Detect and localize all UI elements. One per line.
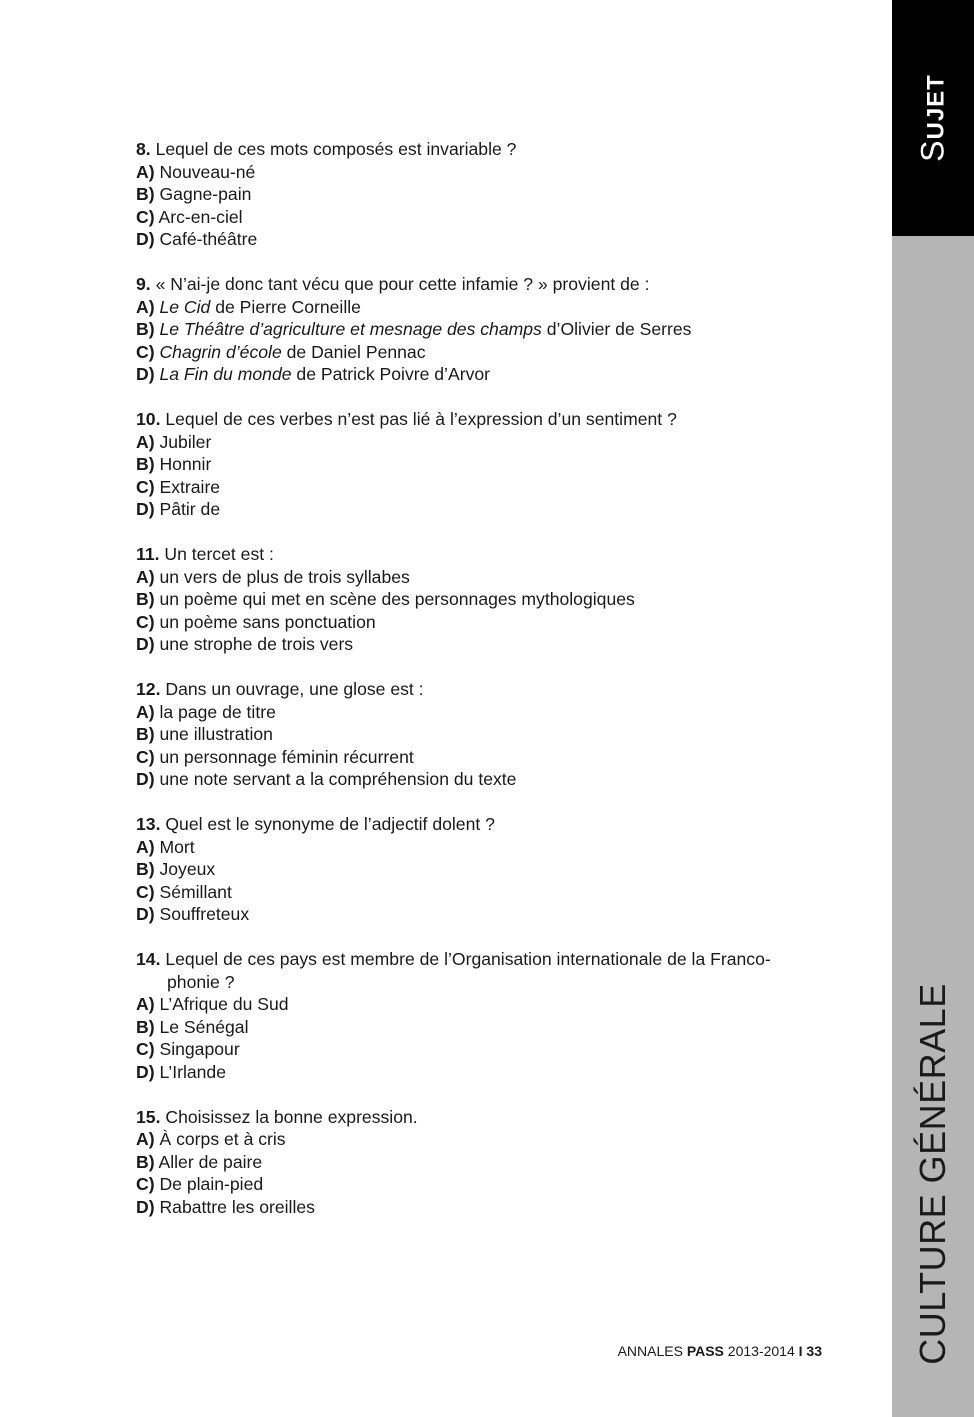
answer-option	[136, 566, 836, 589]
answer-option	[136, 476, 836, 499]
answer-letter: C)	[136, 1174, 155, 1194]
answer-text: une illustration	[159, 724, 273, 744]
answer-text: Extraire	[159, 476, 221, 497]
section-label-sujet-rest: UJET	[922, 74, 950, 140]
answer-text: une note servant a la compréhension du texte	[159, 769, 517, 789]
question-prompt: Quel est le synonyme de l’adjectif dolent ?	[165, 814, 495, 834]
answer-letter: B)	[136, 1151, 155, 1172]
question-block	[136, 273, 836, 386]
answer-text: Singapour	[159, 1039, 240, 1059]
answer-option	[136, 318, 836, 341]
answer-text: un vers de plus de trois syllabes	[159, 566, 410, 587]
question-prompt: Choisissez la bonne expression.	[165, 1106, 418, 1127]
answer-text: la page de titre	[159, 701, 276, 722]
question-prompt: Lequel de ces verbes n’est pas lié à l’expression d’un sentiment ?	[165, 409, 677, 429]
answer-option	[136, 746, 836, 769]
answer-letter: B)	[136, 454, 155, 474]
question-block	[136, 1106, 836, 1219]
answer-text: de Pierre Corneille	[210, 296, 361, 317]
section-label-sujet	[915, 74, 952, 162]
question-prompt: Lequel de ces mots composés est invariable ?	[155, 139, 517, 159]
footer-separator: I	[798, 1343, 803, 1359]
footer-annales: ANNALES	[617, 1343, 683, 1359]
answer-letter: D)	[136, 1196, 155, 1217]
question-text	[136, 273, 836, 296]
answer-text: Rabattre les oreilles	[159, 1196, 315, 1217]
question-number: 11.	[136, 544, 160, 564]
answer-option	[136, 431, 836, 454]
footer-pass: PASS	[686, 1343, 724, 1359]
answer-text: Le Sénégal	[159, 1016, 249, 1037]
page-footer	[618, 1343, 822, 1359]
answer-option	[136, 611, 836, 634]
answer-option	[136, 836, 836, 859]
answer-text: d’Olivier de Serres	[541, 319, 692, 339]
answer-letter: D)	[136, 499, 155, 519]
answer-option	[136, 858, 836, 881]
answer-letter: A)	[136, 701, 155, 722]
answer-text: Joyeux	[159, 859, 216, 879]
answer-text: Jubiler	[159, 431, 212, 452]
answer-text: un personnage féminin récurrent	[159, 746, 414, 767]
footer-years: 2013-2014	[727, 1343, 795, 1359]
question-text	[136, 408, 836, 431]
answer-letter: A)	[136, 296, 155, 317]
answer-text: un poème qui met en scène des personnages mythologiques	[159, 589, 635, 609]
question-text	[136, 543, 836, 566]
question-text	[136, 1106, 836, 1129]
answer-title-italic: Chagrin d’école	[159, 341, 282, 362]
question-prompt: Dans un ouvrage, une glose est :	[165, 679, 424, 699]
answer-option	[136, 1061, 836, 1084]
question-number: 15.	[136, 1106, 161, 1127]
answer-letter: D)	[136, 1061, 155, 1082]
answer-option	[136, 363, 836, 386]
answer-option	[136, 1128, 836, 1151]
answer-option	[136, 183, 836, 206]
answer-title-italic: Le Cid	[159, 296, 211, 317]
answer-text: L’Irlande	[159, 1061, 226, 1082]
answer-letter: A)	[136, 431, 155, 452]
answer-text: une strophe de trois vers	[159, 634, 354, 654]
question-text	[136, 138, 836, 161]
answer-text: un poème sans ponctuation	[159, 611, 376, 632]
answer-option	[136, 993, 836, 1016]
answer-letter: C)	[136, 476, 155, 497]
question-text	[136, 813, 836, 836]
answer-letter: B)	[136, 184, 155, 204]
question-prompt: « N’ai-je donc tant vécu que pour cette infamie ? » provient de :	[155, 274, 650, 294]
question-text-line-1: Lequel de ces pays est membre de l’Organisation internationale de la Franco-	[165, 949, 771, 969]
answer-letter: C)	[136, 1039, 155, 1059]
answer-letter: B)	[136, 859, 155, 879]
answer-letter: D)	[136, 904, 155, 924]
section-label-sujet-initial: S	[914, 139, 951, 162]
answer-text: Aller de paire	[158, 1151, 263, 1172]
question-block	[136, 678, 836, 791]
answer-option	[136, 723, 836, 746]
answer-text: Honnir	[159, 454, 212, 474]
answer-title-italic: Le Théâtre d’agriculture et mesnage des champs	[159, 319, 542, 339]
answer-option	[136, 341, 836, 364]
answer-letter: B)	[136, 1016, 155, 1037]
answer-option	[136, 228, 836, 251]
answer-option	[136, 1151, 836, 1174]
answer-text: Pâtir de	[159, 499, 221, 519]
question-number: 8.	[136, 139, 151, 159]
question-block	[136, 948, 836, 1083]
answer-letter: D)	[136, 634, 155, 654]
question-block	[136, 813, 836, 926]
question-number: 14.	[136, 949, 161, 969]
question-block	[136, 408, 836, 521]
answer-letter: A)	[136, 836, 155, 857]
answer-letter: A)	[136, 566, 155, 587]
answer-letter: C)	[136, 881, 155, 902]
question-number: 12.	[136, 679, 161, 699]
footer-page-number: 33	[806, 1343, 822, 1359]
answer-option	[136, 588, 836, 611]
answer-letter: C)	[136, 611, 155, 632]
answer-letter: D)	[136, 229, 155, 249]
answer-letter: C)	[136, 341, 155, 362]
answer-letter: D)	[136, 769, 155, 789]
answer-letter: B)	[136, 589, 155, 609]
question-block	[136, 543, 836, 656]
answer-text: Souffreteux	[159, 904, 250, 924]
answer-option	[136, 903, 836, 926]
answer-option	[136, 768, 836, 791]
answer-option	[136, 633, 836, 656]
questions-list	[136, 138, 836, 1241]
question-text-line-2: phonie ?	[167, 971, 235, 992]
answer-option	[136, 701, 836, 724]
answer-option	[136, 206, 836, 229]
answer-option	[136, 453, 836, 476]
answer-letter: B)	[136, 724, 155, 744]
question-prompt: Un tercet est :	[164, 544, 274, 564]
question-number: 9.	[136, 274, 151, 294]
answer-text: L’Afrique du Sud	[159, 994, 289, 1014]
answer-option	[136, 161, 836, 184]
answer-text: À corps et à cris	[159, 1129, 286, 1149]
answer-option	[136, 881, 836, 904]
answer-letter: B)	[136, 319, 155, 339]
answer-title-italic: La Fin du monde	[159, 364, 292, 384]
question-text	[136, 948, 836, 971]
answer-option	[136, 296, 836, 319]
answer-option	[136, 1016, 836, 1039]
question-text	[136, 678, 836, 701]
answer-text: de Patrick Poivre d’Arvor	[291, 364, 491, 384]
answer-text: De plain-pied	[159, 1174, 264, 1194]
answer-letter: D)	[136, 364, 155, 384]
question-block	[136, 138, 836, 251]
answer-text: Nouveau-né	[159, 161, 256, 182]
answer-option	[136, 1038, 836, 1061]
answer-option	[136, 1173, 836, 1196]
answer-text: Café-théâtre	[159, 229, 258, 249]
answer-option	[136, 498, 836, 521]
answer-letter: C)	[136, 206, 155, 227]
answer-text: de Daniel Pennac	[281, 341, 426, 362]
answer-text: Sémillant	[159, 881, 232, 902]
answer-letter: A)	[136, 994, 155, 1014]
answer-option	[136, 1196, 836, 1219]
answer-letter: A)	[136, 1129, 155, 1149]
section-label-culture-generale: CULTURE GÉNÉRALE	[912, 983, 953, 1365]
answer-text: Mort	[159, 836, 195, 857]
answer-text: Gagne-pain	[159, 184, 252, 204]
question-number: 10.	[136, 409, 161, 429]
answer-letter: C)	[136, 746, 155, 767]
answer-letter: A)	[136, 161, 155, 182]
answer-text: Arc-en-ciel	[158, 206, 243, 227]
question-number: 13.	[136, 814, 161, 834]
